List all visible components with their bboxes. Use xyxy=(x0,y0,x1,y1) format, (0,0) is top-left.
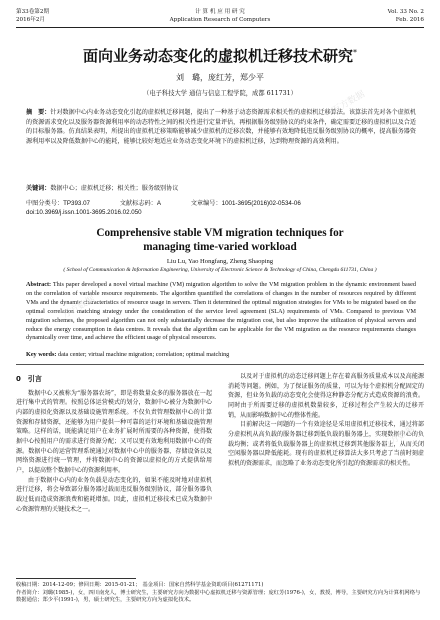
fund-info: 基金项目：国家自然科学基金资助项目(61271171) xyxy=(142,582,264,588)
received-date: 收稿日期：2014-12-09；修回日期：2015-01-21 xyxy=(16,582,136,588)
authors-en: Liu Lu, Yao Hongfang, Zheng Shaoping xyxy=(166,258,274,265)
abstract-cn-label: 摘 要： xyxy=(26,109,51,116)
article-number: 文章编号：1001-3695(2016)02-0534-06 xyxy=(190,200,301,207)
journal-name-cn: 计 算 机 应 用 研 究 xyxy=(195,9,245,15)
body-paragraph: 目前解决这一问题的一个有效途径是采用虚拟机迁移技术，通过将部分虚拟机从高负载的服务器迁移到低负载的服务器上，实现数据中心的负载均衡；或者将低负载服务器上的虚拟机迁移到其他服务器上，从而关闭空闲服务器以降低能耗。现有的虚拟机迁移算法大多只考虑了当前时刻虚拟机的资源需求，而忽略了业务动态变化所引起的资源需求的相关性。 xyxy=(228,421,424,467)
date-cn: 2016年2月 xyxy=(16,17,45,23)
paper-title-en xyxy=(0,226,440,254)
body-column-right xyxy=(228,372,424,469)
clc-number: 中图分类号：TP393.07 xyxy=(26,200,90,207)
keywords-en-text: data center; virtual machine migration; correlation; optimal matching xyxy=(57,351,230,358)
abstract-en xyxy=(26,281,416,343)
journal-name xyxy=(0,8,440,24)
body-paragraph: 由于数据中心内的业务负载是动态变化的，如果不能及时地对虚拟机进行迁移，将会导致部分服务器过载而违反服务级别协议，部分服务器负载过低而造成资源浪费和能耗增加。因此，虚拟机迁移技术已成为数据中心资源管理的关键技术之一。 xyxy=(16,476,212,513)
paper-title-en-line2: managing time-varied workload xyxy=(143,241,297,253)
body-paragraph: 以及对于虚拟机的动态迁移问题上存在着高服务质量成本以及高能源消耗等问题。例如，为了保证服务的质量，可以为每个虚拟机分配固定的资源，但业务负载的动态变化会使得这种静态分配方式造成资源的浪费。同时由于所需要迁移的虚拟机数量较多，迁移过程会产生较大的迁移开销，从而影响数据中心的整体性能。 xyxy=(228,373,424,419)
keywords-en-label: Key words: xyxy=(26,351,57,358)
header-divider xyxy=(16,27,424,28)
authors-cn: 刘 璐，庞红芳，郑少平 xyxy=(176,73,264,82)
footnote xyxy=(16,582,424,605)
abstract-en-label: Abstract: xyxy=(26,281,52,288)
journal-issue-en xyxy=(388,8,424,24)
keywords-cn xyxy=(26,183,178,192)
abstract-cn xyxy=(26,108,416,146)
body-column-left xyxy=(16,372,212,514)
body-paragraph: 数据中心又被称为“服务器农场”，即是将数量众多的服务器放在一起进行集中式的管理。按照总体运营模式的划分，数据中心被分为数据中心内部的虚拟化资源以及基础设施管理系统。不仅负责管理数据中心的计算资源和存储资源，还能够为用户提供一种可靠的运行环境和基础设施管理策略。这样的话，既能满足用户在业务扩展时所需要的各种资源，使得数据中心按照用户的需求进行资源分配；又可以更有效地利用数据中心的资源。数据中心的运营管理系统通过对数据中心中的服务器、存储设备以及网络资源进行统一管理，并将数据中心的资源以虚拟化的方式提供给用户，以提高整个数据中心的资源利用率。 xyxy=(16,389,212,474)
author-bio: 作者简介：刘璐(1985-)，女，四川南充人，博士研究生，主要研究方向为数据中心虚拟机迁移与资源管理；庞红芳(1976-)，女，教授，博导，主要研究方向为计算机网络与数据通信；郑少平(1991-)，男，硕士研究生，主要研究方向为虚拟化技术。 xyxy=(16,589,421,604)
footnote-received: 收稿日期：2014-12-09；修回日期：2015-01-21； 基金项目：国家自然科学基金资助项目(61271171) xyxy=(16,582,264,588)
classification-row xyxy=(26,198,416,207)
doi: doi:10.3969/j.issn.1001-3695.2016.02.050 xyxy=(26,209,142,216)
affiliation-en: ( School of Communication & Information Engineering, University of Electronic Science & Technology of China, Chengdu 611731, China ) xyxy=(63,267,377,273)
journal-name-en: Application Research of Computers xyxy=(169,17,271,23)
title-footnote-mark: * xyxy=(353,48,357,57)
volume-en: Vol. 33 No. 2 xyxy=(387,9,424,15)
paper-title xyxy=(0,45,440,66)
volume-cn: 第33卷第2期 xyxy=(16,9,50,15)
watermark: 万方数据 xyxy=(330,89,367,117)
section-heading: 0 引言 xyxy=(16,375,42,383)
keywords-en xyxy=(26,351,416,358)
abstract-cn-text: 针对数据中心内业务动态变化引起的虚拟机迁移问题，提出了一种基于动态资源需求相关性的虚拟机迁移算法。该算法首先对各个虚拟机的资源需求变化以及服务器资源利用率的动态特性之间的相关性进行定量评估，再根据服务级别协议的约束条件，确定需要迁移的虚拟机以及合适的目标服务器。仿真结果表明，所提出的虚拟机迁移策略能够减少虚拟机的迁移次数，并能够有效地降低违反服务级别协议的概率，提高服务器资源利用率以及降低数据中心的能耗，能够比较好地适应业务动态变化环境下的虚拟机迁移，达到物理资源的高效利用。 xyxy=(26,109,416,145)
date-en: Feb. 2016 xyxy=(395,17,424,23)
body-divider xyxy=(16,364,424,365)
footnote-divider xyxy=(16,578,136,579)
abstract-en-text: This paper developed a novel virtual machine (VM) migration algorithm to solve the VM migration problem in the dynamic environment based on the correlation of variable resource requirements. The algorithm quantified the correlations of changes in the number of resources required by different VMs and the dynamic characteristics of resource usage in servers. Then it determined the optimal migration strategies for VMs to be migrated based on the optimal correlation matching strategy under the consideration of the service level agreement (SLA) requirements of VMs. Compared to previous VM migration schemes, the proposed algorithm can not only substantially decrease the migration cost, but also improve the utilization of physical servers and reduce the energy consumption in data centres. It reveals that the algorithm can be applicable for the VM migration as the resource requirements changes dynamically over time, and achieve the efficient usage of physical resources. xyxy=(26,281,416,342)
keywords-cn-text: 数据中心；虚拟机迁移；相关性；服务级别协议 xyxy=(50,185,179,192)
paper-title-text: 面向业务动态变化的虚拟机迁移技术研究 xyxy=(82,47,353,65)
paper-title-en-line1: Comprehensive stable VM migration techniques for xyxy=(96,227,344,239)
watermark: 万方数据 xyxy=(380,424,417,452)
affiliation-cn: （电子科技大学 通信与信息工程学院，成都 611731） xyxy=(143,90,297,97)
watermark: 万方数据 xyxy=(60,294,97,322)
keywords-cn-label: 关键词： xyxy=(26,185,51,192)
doc-code: 文献标志码：A xyxy=(119,200,161,207)
